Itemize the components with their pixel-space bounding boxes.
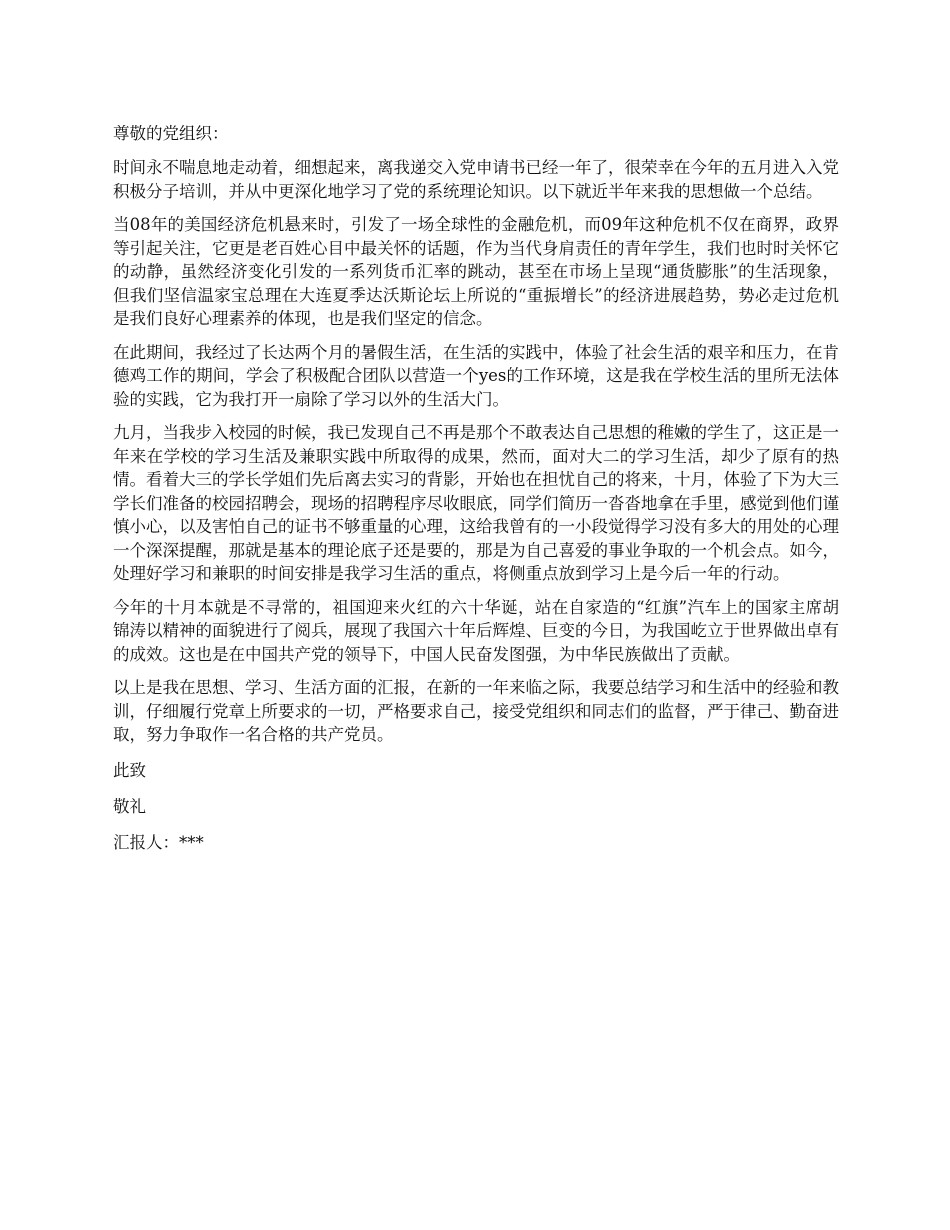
paragraph-september: 九月，当我步入校园的时候，我已发现自己不再是那个不敢表达自己思想的稚嫩的学生了，这正是一年来在学校的学习生活及兼职实践中所取得的成果，然而，面对大二的学习生活，却少了原有的热情。看着大三的学长学姐们先后离去实习的背影，开始也在担忧自己的将来，十月，体验了下为大三学长们准备的校园招聘会，现场的招聘程序尽收眼底，同学们简历一沓沓地拿在手里，感觉到他们谨慎小心，以及害怕自己的证书不够重量的心理，这给我曾有的一小段觉得学习没有多大的用处的心理一个深深提醒，那就是基本的理论底子还是要的，那是为自己喜爱的事业争取的一个机会点。如今，处理好学习和兼职的时间安排是我学习生活的重点，将侧重点放到学习上是今后一年的行动。 — [113, 423, 839, 583]
signature: 汇报人：*** — [113, 832, 204, 852]
salutation: 尊敬的党组织： — [113, 124, 229, 143]
paragraph-october: 今年的十月本就是不寻常的，祖国迎来火红的六十华诞，站在自家造的“红旗”汽车上的国家主席胡锦涛以精神的面貌进行了阅兵，展现了我国六十年后辉煌、巨变的今日，为我国屹立于世界做出卓有的成效。这也是在中国共产党的领导下，中国人民奋发图强，为中华民族做出了贡献。 — [113, 597, 839, 664]
paragraph-intro: 时间永不喘息地走动着，细想起来，离我递交入党申请书已经一年了，很荣幸在今年的五月进入入党积极分子培训，并从中更深化地学习了党的系统理论知识。以下就近半年来我的思想做一个总结。 — [113, 158, 839, 201]
closing-line-2: 敬礼 — [113, 796, 146, 816]
letter-body — [113, 120, 839, 865]
paragraph-summer: 在此期间，我经过了长达两个月的暑假生活，在生活的实践中，体验了社会生活的艰辛和压力，在肯德鸡工作的期间，学会了积极配合团队以营造一个yes的工作环境，这是我在学校生活的里所无法体验的实践，它为我打开一扇除了学习以外的生活大门。 — [113, 342, 839, 409]
paragraph-conclusion: 以上是我在思想、学习、生活方面的汇报，在新的一年来临之际，我要总结学习和生活中的经验和教训，仔细履行党章上所要求的一切，严格要求自己，接受党组织和同志们的监督，严于律己、勤奋进取，努力争取作一名合格的共产党员。 — [113, 678, 839, 744]
paragraph-economy: 当08年的美国经济危机悬来时，引发了一场全球性的金融危机，而09年这种危机不仅在商界，政界等引起关注，它更是老百姓心目中最关怀的话题，作为当代身肩责任的青年学生，我们也时时关怀它的动静，虽然经济变化引发的一系列货币汇率的跳动，甚至在市场上呈现“通货膨胀”的生活现象，但我们坚信温家宝总理在大连夏季达沃斯论坛上所说的“重振增长”的经济进展趋势，势必走过危机是我们良好心理素养的体现，也是我们坚定的信念。 — [113, 215, 839, 328]
closing-line-1: 此致 — [113, 760, 146, 780]
